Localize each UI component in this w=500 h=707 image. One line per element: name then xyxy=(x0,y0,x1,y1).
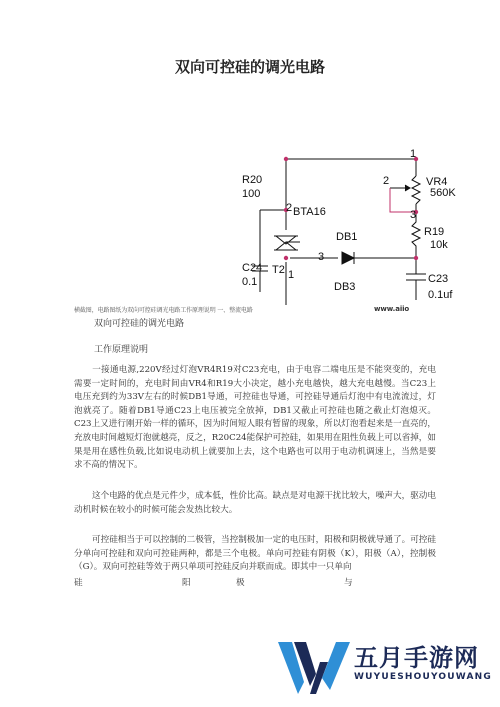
paragraph-text: 一接通电源,220V经过灯泡VR4R19对C23充电，由于电容二端电压是不能突变的，充电需要一定时间的，充电时间由VR4和R19大小决定，越小充电越快，越大充电越慢。当C23上电压充到约为33V左右的时候DB1导通，可控硅也导通，可控硅导通后灯泡中有电流流过，灯泡就亮了。随着DB1导通C23上电压被完全放掉，DB1又截止可控硅也随之截止灯泡熄灭。C23上又进行刚开始一样的循环，因为时间短人眼有暂留的现象，所以灯泡看起来是一直亮的，充放电时间越短灯泡就越亮，反之，R20C24能保护可控硅，如果用在阻性负载上可以省掉，如果是用在感性负载,比如说电动机上就要加上去，这个电路也可以用于电动机调速上，当然是要求不高的情况下。 xyxy=(74,365,436,471)
word: 极 xyxy=(236,578,245,588)
vr-pin3: 3 xyxy=(410,209,417,221)
triac-pin2: 2 xyxy=(286,202,293,214)
document-subtitle: 双向可控硅的调光电路 xyxy=(94,319,185,329)
section-heading: 工作原理说明 xyxy=(94,345,149,355)
circuit-diagram xyxy=(230,140,460,308)
page-title: 双向可控硅的调光电路 xyxy=(174,58,325,76)
triac-pin1: 1 xyxy=(288,269,295,281)
justified-line xyxy=(74,576,436,590)
vr4-label: VR4 xyxy=(426,176,448,188)
site-logo[interactable] xyxy=(276,636,492,700)
vr4-value: 560K xyxy=(430,187,456,199)
db1-label: DB1 xyxy=(336,231,358,243)
word: 硅 xyxy=(74,578,83,588)
word: 与 xyxy=(344,578,353,588)
c23-label: C23 xyxy=(428,273,449,285)
paragraph-pros-cons xyxy=(74,490,436,517)
node-3-label: 3 xyxy=(318,251,325,263)
watermark-small: www.aiio xyxy=(374,305,410,313)
paragraph-scr-intro xyxy=(74,534,436,575)
caption-text: 横截图，电路图纸为双向可控硅调光电路工作原理说明 一、整流电路 xyxy=(74,307,253,314)
r19-value: 10k xyxy=(430,239,448,251)
word: 阳 xyxy=(182,578,191,588)
r20-label: R20 xyxy=(242,174,263,186)
paragraph-working-principle xyxy=(74,364,436,473)
c24-label: C24 xyxy=(242,262,263,274)
paragraph-text: 可控硅相当于可以控制的二极管，当控制极加一定的电压时，阳极和阴极就导通了。可控硅分单向可控硅和双向可控硅两种，都是三个电极。单向可控硅有阴极（K），阳极（A），控制极（G）。双向可控硅等效于两只单项可控硅反向并联而成。即其中一只单向 xyxy=(74,535,436,573)
paragraph-text: 这个电路的优点是元件少，成本低，性价比高。缺点是对电源干扰比较大，噪声大，驱动电动机时候在较小的时候可能会发热比较大。 xyxy=(74,491,436,515)
c24-value: 0.1 xyxy=(242,276,258,288)
c23-value: 0.1uf xyxy=(428,289,453,301)
image-caption-strip xyxy=(74,305,434,315)
vr-pin2: 2 xyxy=(383,175,390,187)
r20-value: 100 xyxy=(242,188,261,200)
vr-pin1: 1 xyxy=(410,148,417,160)
t2-label: T2 xyxy=(272,264,285,276)
logo-name: 五月手游网 xyxy=(354,644,479,672)
logo-subtext: WUYUESHOUYOUWANG xyxy=(354,672,492,682)
logo-w-icon xyxy=(276,638,352,698)
db3-label: DB3 xyxy=(334,281,356,293)
triac-label: BTA16 xyxy=(293,206,326,218)
r19-label: R19 xyxy=(424,226,445,238)
